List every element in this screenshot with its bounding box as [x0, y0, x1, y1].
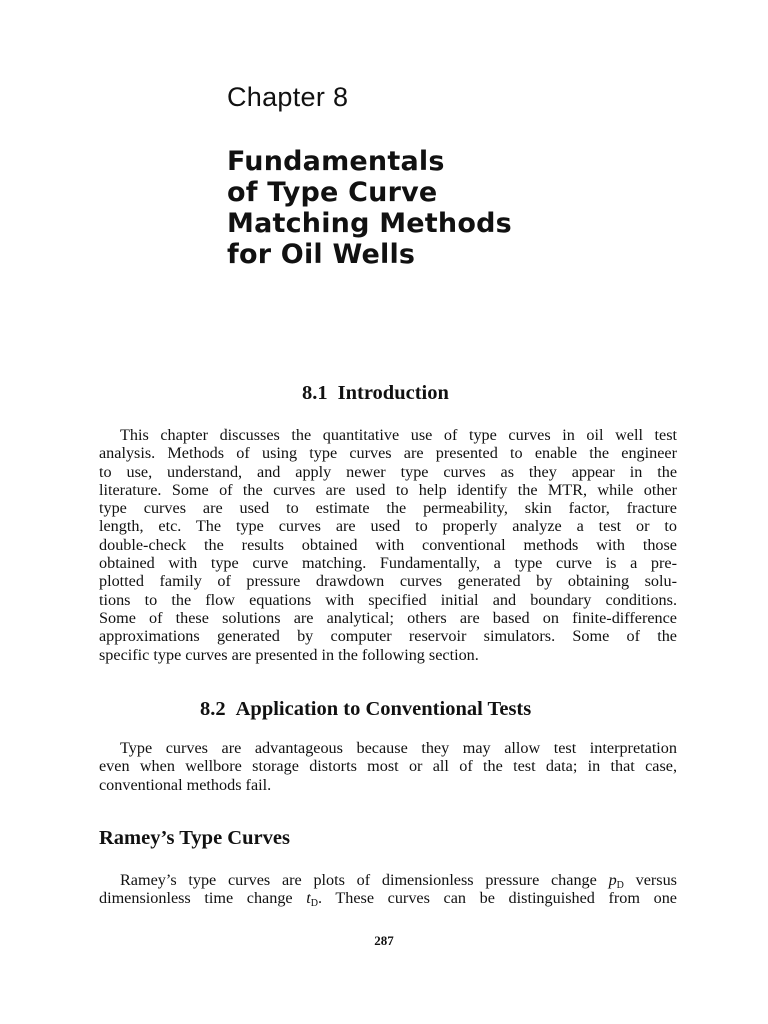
- text-line: type curves are used to estimate the permeability, skin factor, fracture: [99, 499, 677, 518]
- introduction-paragraph: [99, 426, 677, 664]
- text-run: dimensionless time change: [99, 889, 293, 908]
- text-line: approximations generated by computer reservoir simulators. Some of the: [99, 627, 677, 646]
- section-heading-introduction: [302, 382, 449, 405]
- text-run: Ramey’s type curves are plots of dimensionless pressure change: [120, 871, 597, 889]
- text-line: [99, 889, 677, 910]
- subsection-heading-ramey: Ramey’s Type Curves: [99, 827, 290, 849]
- text-run: . These curves can be distinguished from one: [317, 889, 677, 908]
- chapter-title-line: of Type Curve: [227, 177, 438, 208]
- section-number: 8.1: [302, 382, 328, 404]
- text-run: versus: [635, 871, 677, 889]
- text-line: even when wellbore storage distorts most or all of the test data; in that case,: [99, 757, 677, 776]
- section-title: Introduction: [337, 382, 449, 404]
- chapter-title: [227, 146, 512, 270]
- chapter-label: Chapter 8: [227, 82, 349, 112]
- section-title: Application to Conventional Tests: [235, 698, 532, 720]
- math-variable-t: t: [306, 889, 311, 908]
- text-line: analysis. Methods of using type curves are presented to enable the engineer: [99, 444, 677, 463]
- ramey-paragraph: [99, 871, 677, 908]
- page-number: 287: [374, 933, 394, 948]
- math-variable-p: p: [608, 871, 617, 889]
- text-line: length, etc. The type curves are used to properly analyze a test or to: [99, 517, 677, 536]
- text-line: obtained with type curve matching. Fundamentally, a type curve is a pre-: [99, 554, 677, 573]
- text-line: tions to the flow equations with specified initial and boundary conditions.: [99, 590, 677, 609]
- text-line: to use, understand, and apply newer type curves as they appear in the: [99, 462, 677, 481]
- text-line: plotted family of pressure drawdown curves generated by obtaining solu-: [99, 572, 677, 591]
- text-line: [99, 871, 677, 889]
- chapter-title-line: Fundamentals: [227, 146, 445, 177]
- text-line: conventional methods fail.: [99, 775, 272, 794]
- text-line: literature. Some of the curves are used to help identify the MTR, while other: [99, 480, 677, 499]
- text-line: double-check the results obtained with conventional methods with those: [99, 535, 677, 554]
- text-line: This chapter discusses the quantitative use of type curves in oil well test: [120, 426, 677, 444]
- text-line: Type curves are advantageous because they may allow test interpretation: [120, 739, 677, 757]
- text-line: specific type curves are presented in the following section.: [99, 645, 479, 664]
- chapter-title-line: for Oil Wells: [227, 239, 416, 270]
- math-subscript: D: [310, 898, 318, 910]
- application-paragraph: [99, 739, 677, 794]
- text-line: Some of these solutions are analytical; others are based on finite-difference: [99, 608, 677, 627]
- math-subscript: D: [616, 880, 624, 891]
- section-heading-application: [200, 698, 531, 721]
- section-number: 8.2: [200, 698, 226, 720]
- chapter-title-line: Matching Methods: [227, 208, 512, 239]
